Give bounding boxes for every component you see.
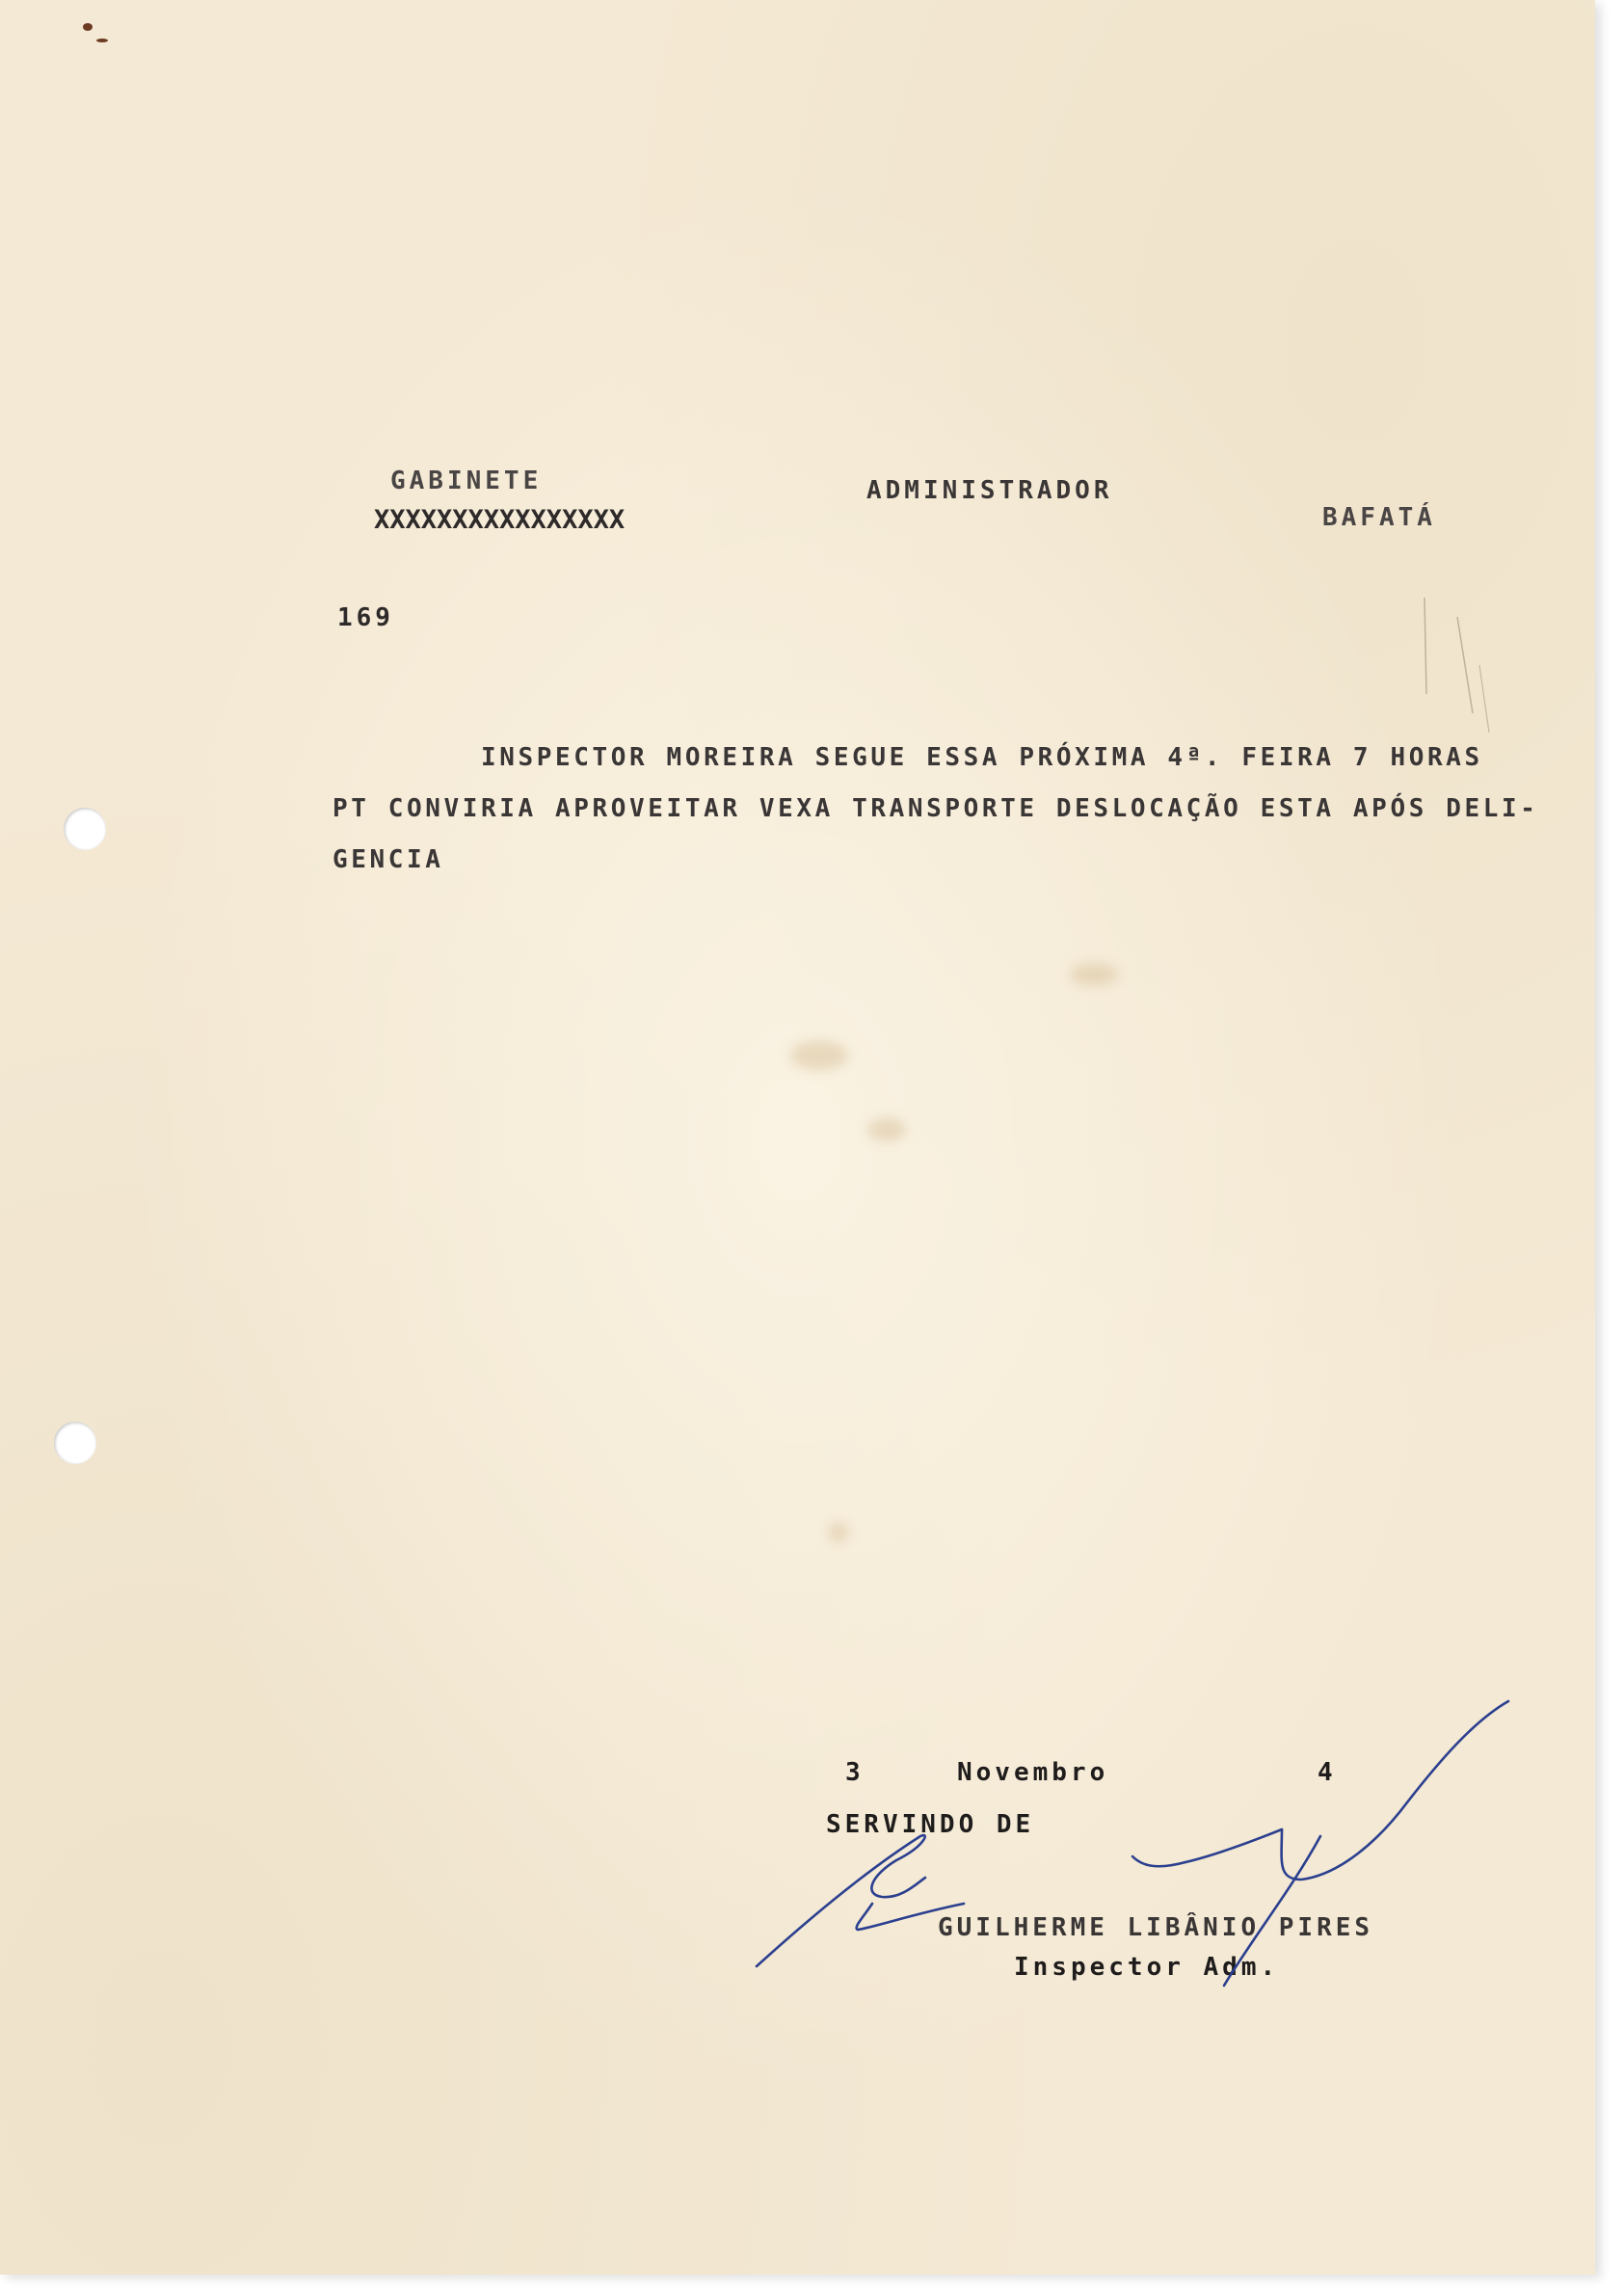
paper-stain: [1070, 964, 1118, 985]
header-location: BAFATÁ: [1322, 503, 1436, 532]
paper-stain: [867, 1118, 906, 1141]
header-crossed-out-line: XXXXXXXXXXXXXXXX: [374, 505, 626, 535]
header-administrador: ADMINISTRADOR: [866, 476, 1113, 505]
date-month: Novembro: [957, 1758, 1109, 1787]
punch-hole: [64, 808, 106, 850]
ink-spot: [83, 23, 93, 31]
ink-spot: [96, 39, 108, 42]
body-line: PT CONVIRIA APROVEITAR VEXA TRANSPORTE DESLOCAÇÃO ESTA APÓS DELI-: [333, 794, 1539, 823]
message-body: [333, 733, 1538, 886]
signer-title: Inspector Adm.: [1014, 1953, 1280, 1982]
paper-stain: [790, 1041, 848, 1070]
date-day: 3: [845, 1758, 865, 1787]
date-year: 4: [1318, 1758, 1337, 1787]
body-line: GENCIA: [333, 845, 444, 874]
punch-hole: [54, 1422, 96, 1464]
body-line: INSPECTOR MOREIRA SEGUE ESSA PRÓXIMA 4ª. FEIRA 7 HORAS: [333, 743, 1483, 772]
reference-number: 169: [337, 603, 394, 632]
signer-name: GUILHERME LIBÂNIO PIRES: [938, 1913, 1374, 1942]
paper-stain: [829, 1523, 848, 1542]
closing-line: SERVINDO DE: [826, 1810, 1035, 1839]
header-gabinete: GABINETE: [390, 467, 543, 495]
